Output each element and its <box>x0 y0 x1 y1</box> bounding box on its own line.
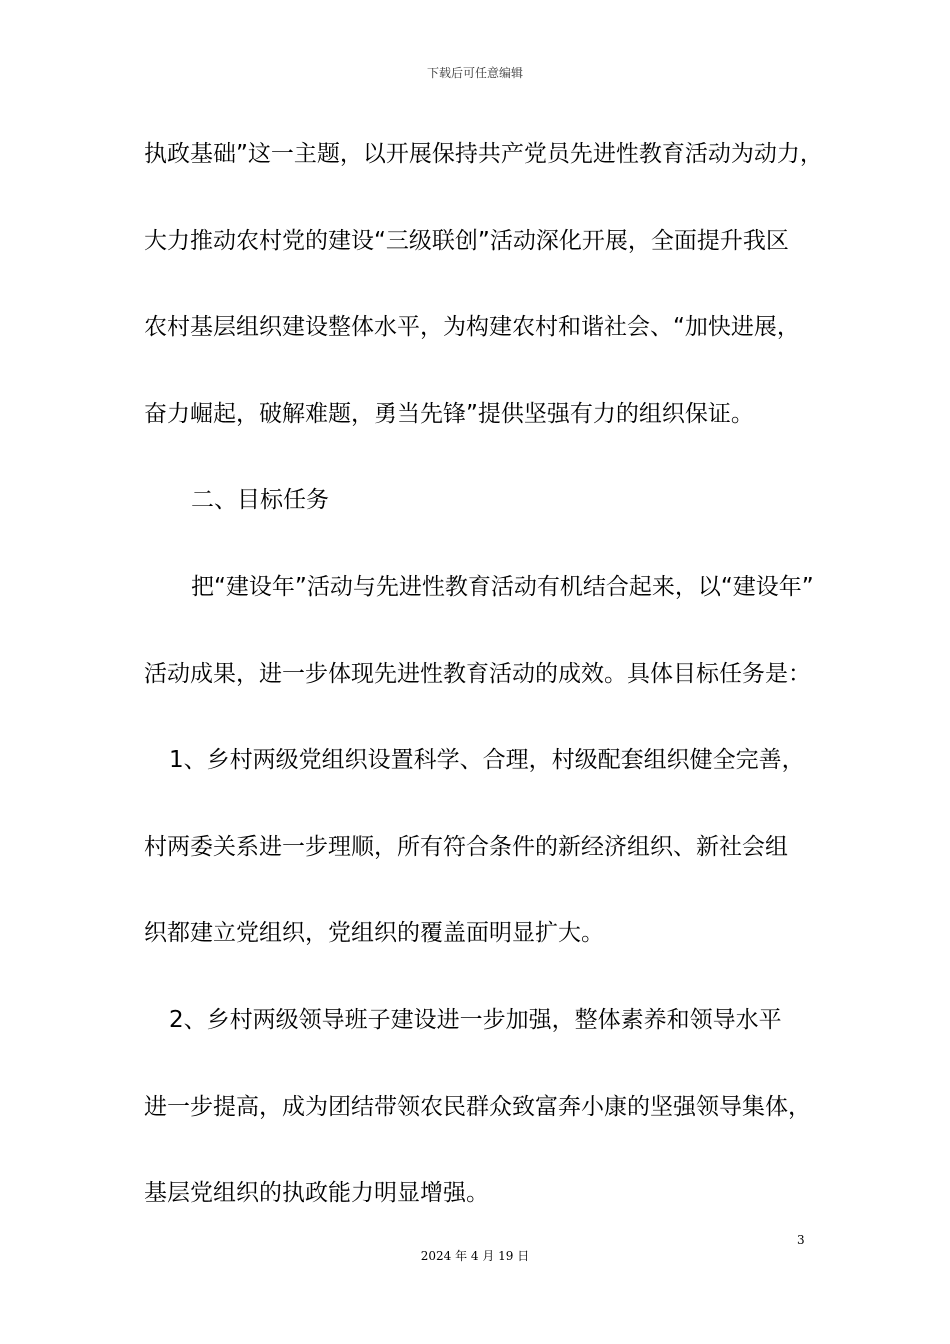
list-item-line: 基层党组织的执政能力明显增强。 <box>144 1180 489 1207</box>
paragraph-line: 活动成果，进一步体现先进性教育活动的成效。具体目标任务是： <box>144 660 811 687</box>
paragraph-line: 执政基础”这一主题，以开展保持共产党员先进性教育活动为动力， <box>144 141 823 167</box>
paragraph-line: 把“建设年”活动与先进性教育活动有机结合起来，以“建设年” <box>191 573 814 600</box>
paragraph-line: 农村基层组织建设整体水平，为构建农村和谐社会、“加快进展， <box>144 314 800 341</box>
section-heading: 二、目标任务 <box>191 487 329 514</box>
list-item-line: 村两委关系进一步理顺，所有符合条件的新经济组织、新社会组 <box>144 833 788 860</box>
list-item-line: 1、乡村两级党组织设置科学、合理，村级配套组织健全完善， <box>169 747 805 774</box>
header-note: 下载后可任意编辑 <box>426 66 523 80</box>
footer-date: 2024 年 4 月 19 日 <box>420 1249 530 1263</box>
document-body <box>144 128 824 1254</box>
paragraph-line: 奋力崛起，破解难题，勇当先锋”提供坚强有力的组织保证。 <box>144 400 754 427</box>
list-item-line: 进一步提高，成为团结带领农民群众致富奔小康的坚强领导集体， <box>144 1093 811 1120</box>
paragraph-line: 大力推动农村党的建设“三级联创”活动深化开展，全面提升我区 <box>144 227 789 254</box>
list-item-line: 织都建立党组织，党组织的覆盖面明显扩大。 <box>144 920 604 947</box>
page-number: 3 <box>797 1233 805 1247</box>
list-item-line: 2、乡村两级领导班子建设进一步加强，整体素养和领导水平 <box>169 1006 782 1033</box>
